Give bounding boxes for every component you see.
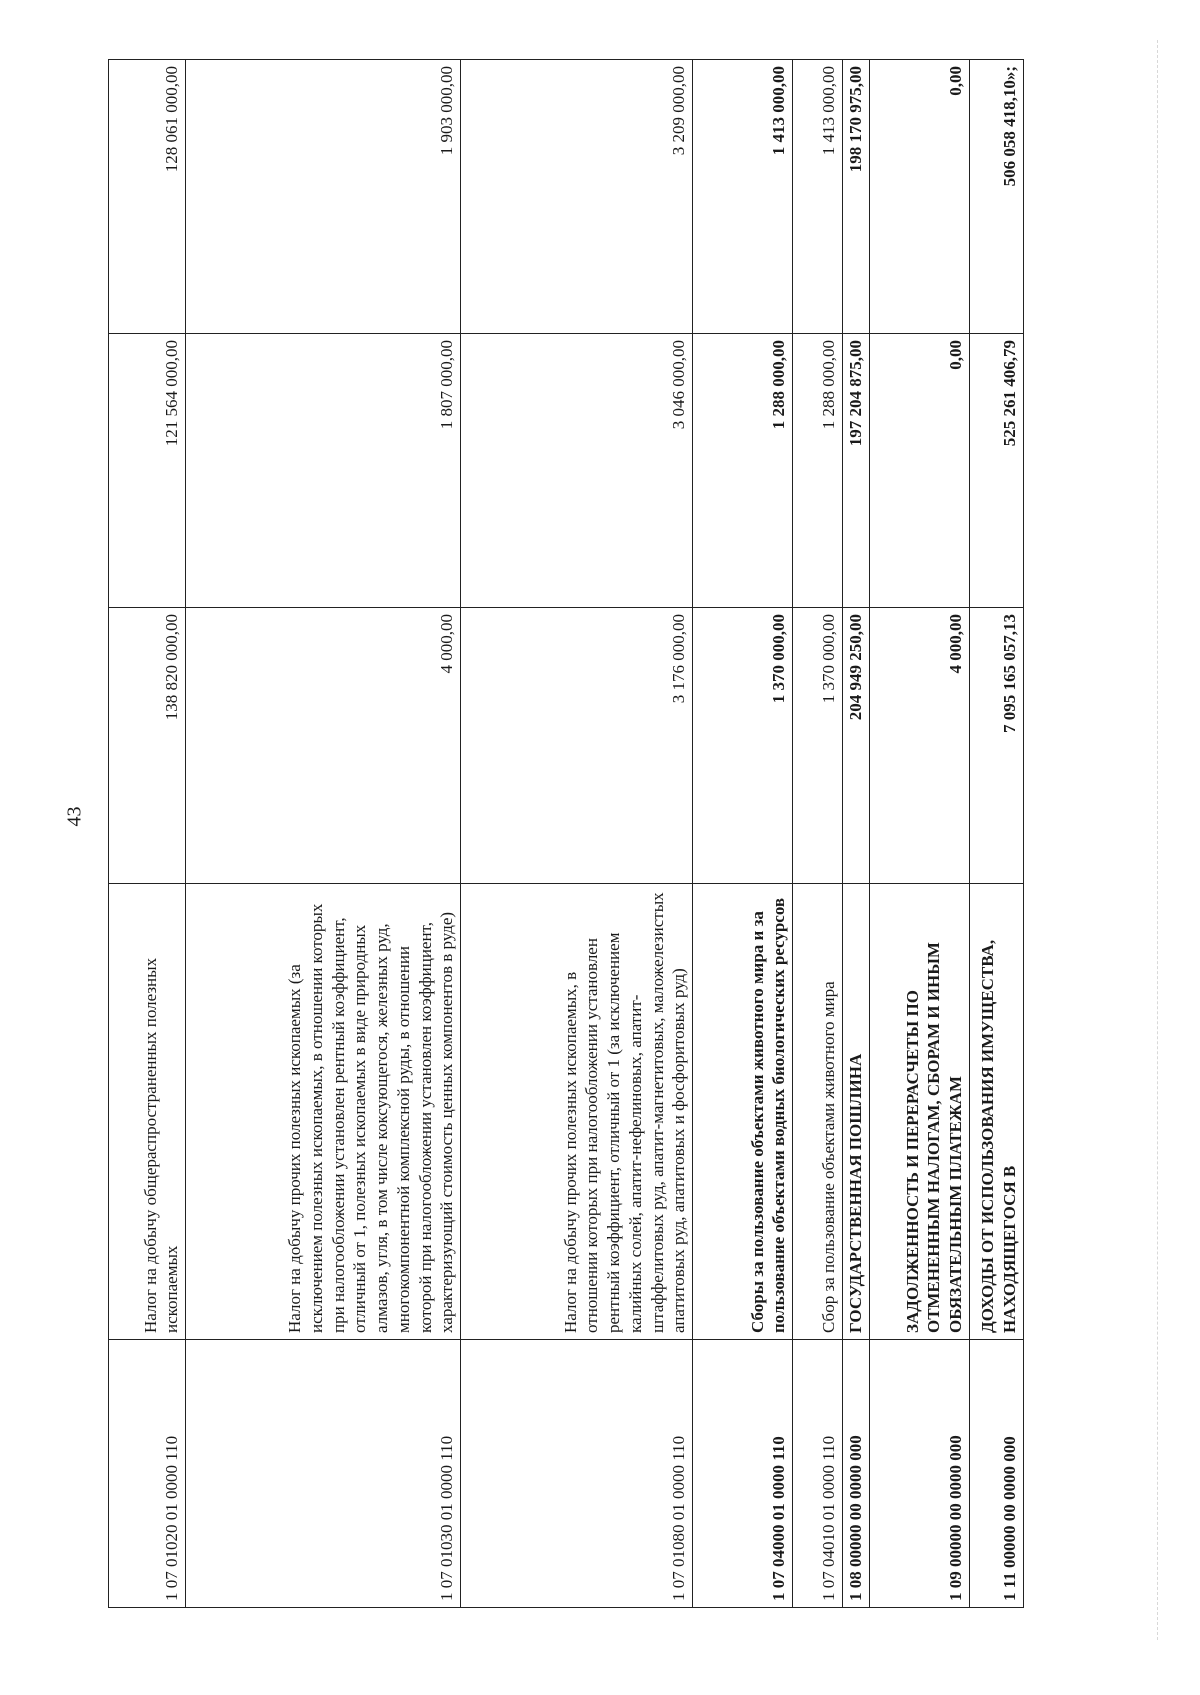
amount-year-1: 204 949 250,00 bbox=[843, 608, 870, 884]
revenue-name: ЗАДОЛЖЕННОСТЬ И ПЕРЕРАСЧЕТЫ ПО ОТМЕНЕННЫМ НАЛОГАМ, СБОРАМ И ИНЫМ ОБЯЗАТЕЛЬНЫМ ПЛАТЕЖАМ bbox=[869, 884, 969, 1340]
budget-code: 1 07 01080 01 0000 110 bbox=[461, 1340, 693, 1608]
revenue-name: Сборы за пользование объектами животного мира и за пользование объектами водных биологических ресурсов bbox=[693, 884, 793, 1340]
amount-year-1: 138 820 000,00 bbox=[109, 608, 186, 884]
amount-year-2: 197 204 875,00 bbox=[843, 334, 870, 608]
revenue-name: Сбор за пользование объектами животного мира bbox=[793, 884, 843, 1340]
revenue-name: ДОХОДЫ ОТ ИСПОЛЬЗОВАНИЯ ИМУЩЕСТВА, НАХОДЯЩЕГОСЯ В bbox=[969, 884, 1023, 1340]
budget-code: 1 07 01030 01 0000 110 bbox=[186, 1340, 461, 1608]
budget-code: 1 07 01020 01 0000 110 bbox=[109, 1340, 186, 1608]
amount-year-2: 1 288 000,00 bbox=[693, 334, 793, 608]
amount-year-3: 1 903 000,00 bbox=[186, 60, 461, 334]
revenue-name: Налог на добычу прочих полезных ископаемых, в отношении которых при налогообложении установлен рентный коэффициент, отличный от 1 (за исключением калийных солей, апатит-нефелиновых, апатит-штаффелитовых руд, апатит-магнетитовых, маложелезистых апатитовых руд, апатитовых и фосфоритовых руд) bbox=[461, 884, 693, 1340]
revenue-table bbox=[108, 59, 1024, 1608]
budget-code: 1 11 00000 00 0000 000 bbox=[969, 1340, 1023, 1608]
revenue-name: ГОСУДАРСТВЕННАЯ ПОШЛИНА bbox=[843, 884, 870, 1340]
table-row bbox=[869, 60, 969, 1608]
amount-year-3: 1 413 000,00 bbox=[793, 60, 843, 334]
amount-year-1: 4 000,00 bbox=[869, 608, 969, 884]
amount-year-1: 3 176 000,00 bbox=[461, 608, 693, 884]
scan-edge-artifact bbox=[1157, 40, 1186, 1640]
amount-year-2: 1 288 000,00 bbox=[793, 334, 843, 608]
amount-year-1: 1 370 000,00 bbox=[793, 608, 843, 884]
table-row bbox=[109, 60, 186, 1608]
table-row bbox=[969, 60, 1023, 1608]
revenue-name: Налог на добычу прочих полезных ископаемых (за исключением полезных ископаемых, в отношении которых при налогообложении установлен рентный коэффициент, отличный от 1, полезных ископаемых в виде природных алмазов, угля, в том числе коксующегося, железных руд, многокомпонентной комплексной руды, в отношении которой при налогообложении установлен коэффициент, характеризующий стоимость ценных компонентов в руде) bbox=[186, 884, 461, 1340]
revenue-name: Налог на добычу общераспространенных полезных ископаемых bbox=[109, 884, 186, 1340]
table-row bbox=[693, 60, 793, 1608]
amount-year-3: 198 170 975,00 bbox=[843, 60, 870, 334]
amount-year-2: 121 564 000,00 bbox=[109, 334, 186, 608]
amount-year-3: 128 061 000,00 bbox=[109, 60, 186, 334]
amount-year-1: 7 095 165 057,13 bbox=[969, 608, 1023, 884]
table-row bbox=[461, 60, 693, 1608]
amount-year-2: 525 261 406,79 bbox=[969, 334, 1023, 608]
amount-year-2: 0,00 bbox=[869, 334, 969, 608]
table-row bbox=[186, 60, 461, 1608]
amount-year-1: 4 000,00 bbox=[186, 608, 461, 884]
amount-year-1: 1 370 000,00 bbox=[693, 608, 793, 884]
table-row bbox=[843, 60, 870, 1608]
budget-code: 1 07 04000 01 0000 110 bbox=[693, 1340, 793, 1608]
amount-year-3: 3 209 000,00 bbox=[461, 60, 693, 334]
table-row bbox=[793, 60, 843, 1608]
amount-year-3: 506 058 418,10»; bbox=[969, 60, 1023, 334]
amount-year-2: 1 807 000,00 bbox=[186, 334, 461, 608]
amount-year-3: 0,00 bbox=[869, 60, 969, 334]
page-number: 43 bbox=[63, 806, 86, 827]
budget-code: 1 07 04010 01 0000 110 bbox=[793, 1340, 843, 1608]
budget-code: 1 08 00000 00 0000 000 bbox=[843, 1340, 870, 1608]
rotated-table-frame bbox=[108, 60, 1019, 1608]
budget-code: 1 09 00000 00 0000 000 bbox=[869, 1340, 969, 1608]
amount-year-3: 1 413 000,00 bbox=[693, 60, 793, 334]
amount-year-2: 3 046 000,00 bbox=[461, 334, 693, 608]
